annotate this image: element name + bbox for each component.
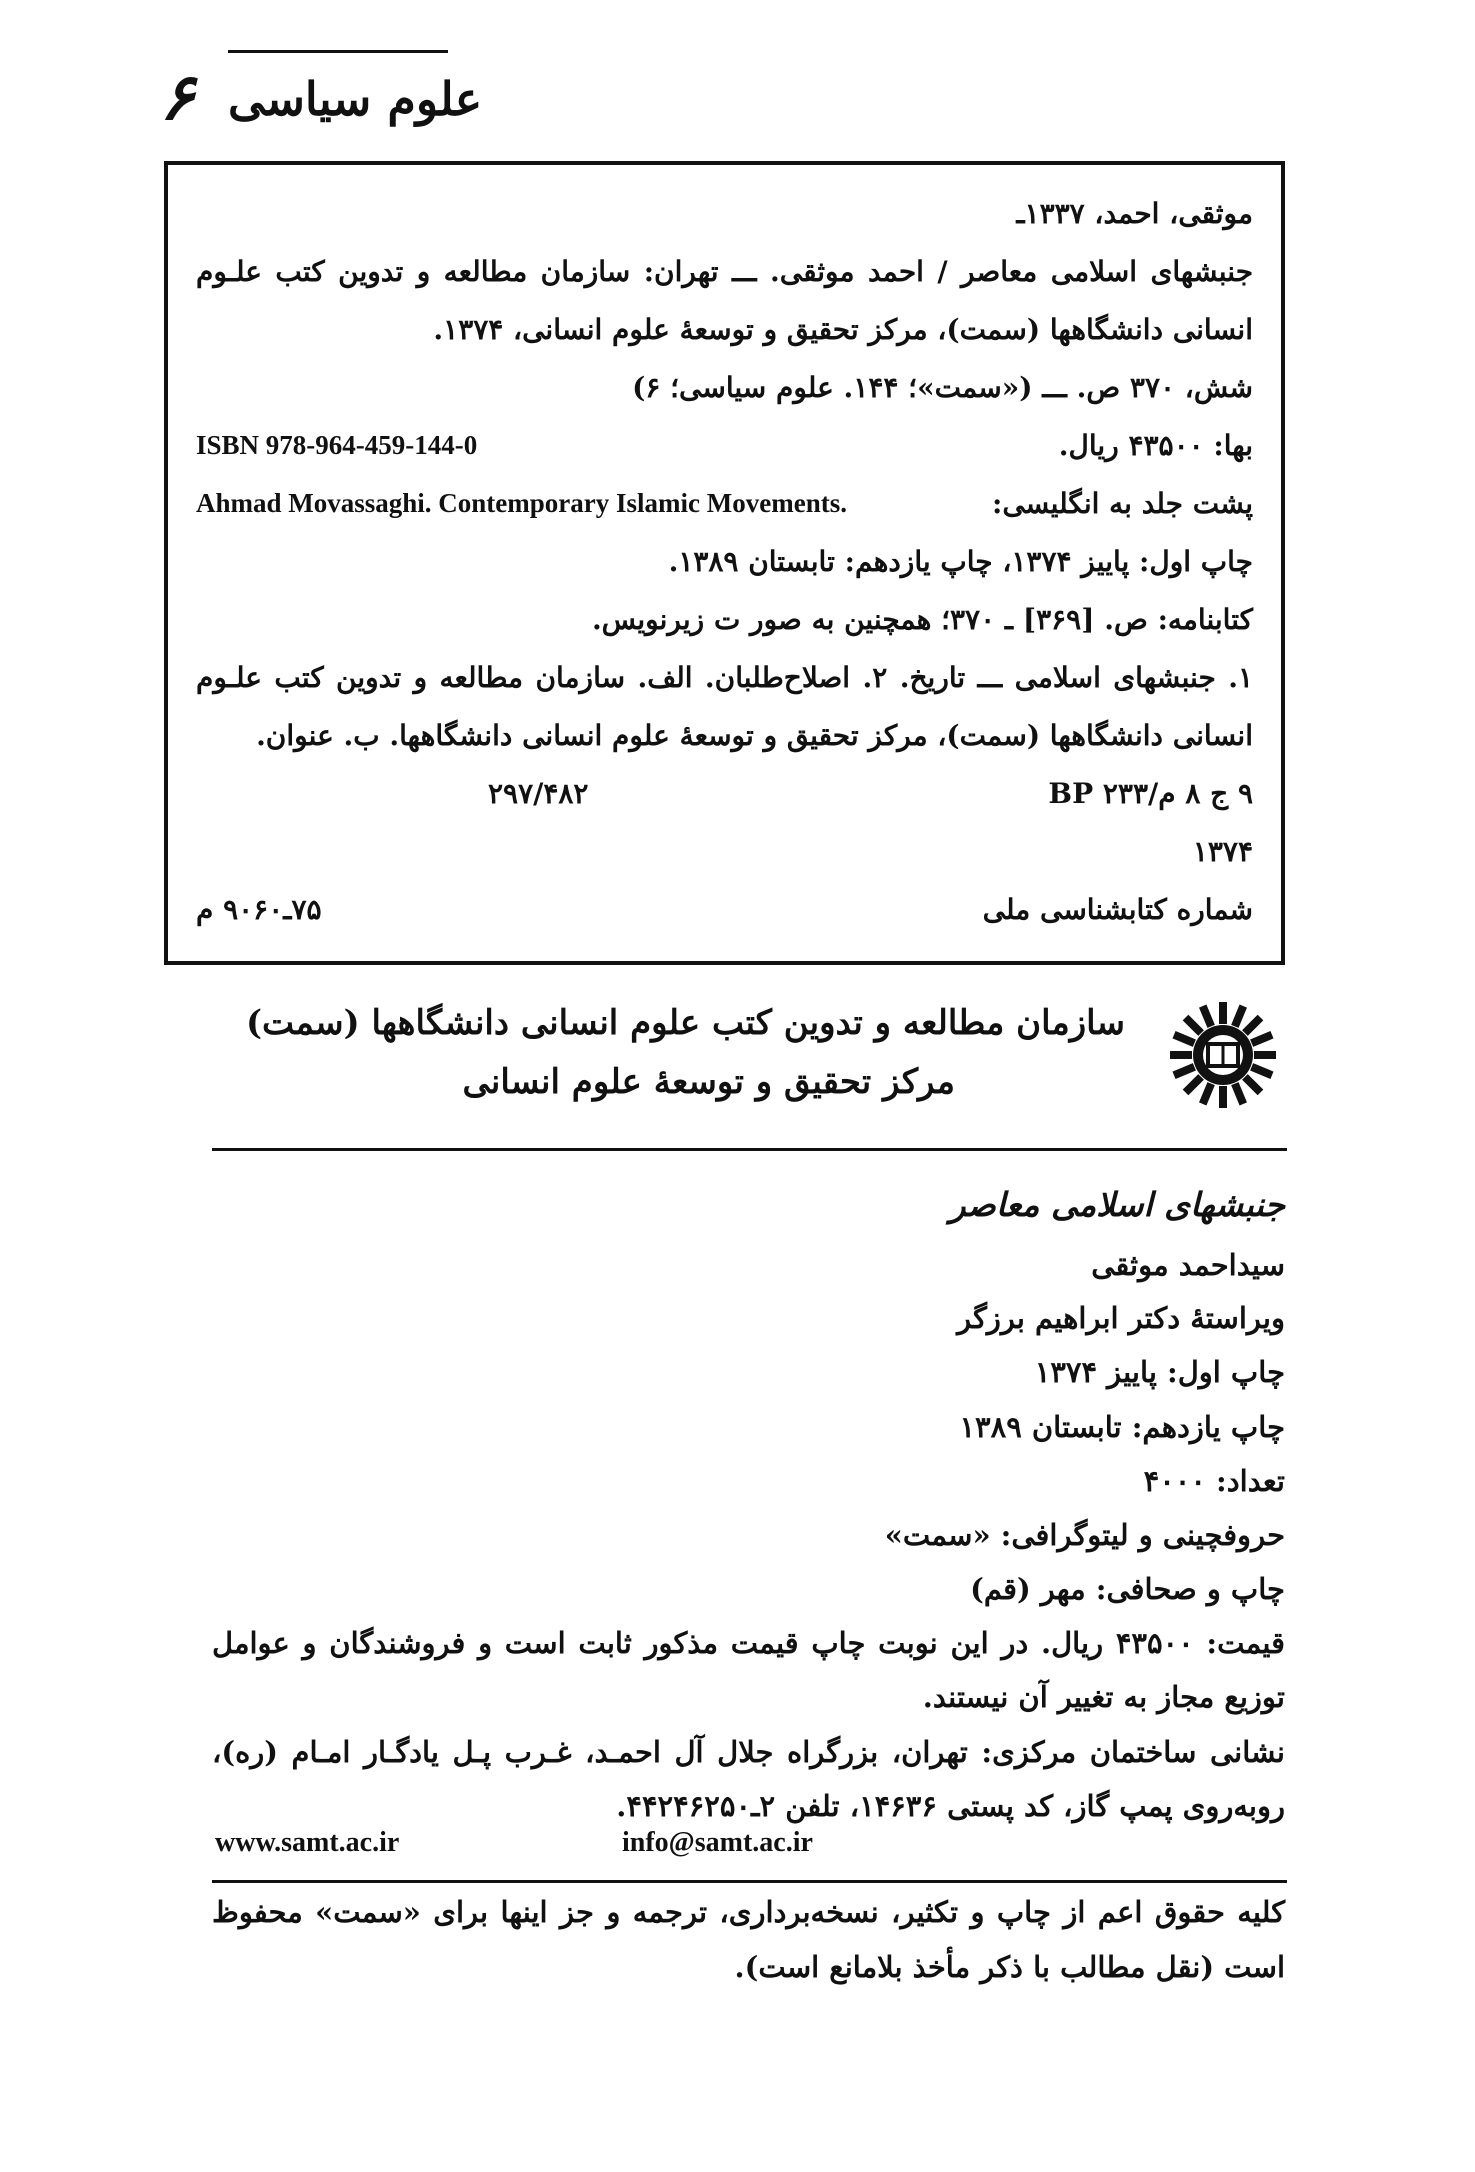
catalog-subjects-line2: انسانی دانشگاهها (سمت)، مرکز تحقیق و توسعهٔ علوم انسانی دانشگاهها. ب. عنوان. xyxy=(256,719,1253,752)
catalog-dewey: ۲۹۷/۴۸۲ xyxy=(488,777,589,810)
imprint-printing: چاپ و صحافی: مهر (قم) xyxy=(970,1572,1285,1606)
imprint-eleventh-edition: چاپ یازدهم: تابستان ۱۳۸۹ xyxy=(959,1410,1285,1444)
catalog-title-line1: جنبشهای اسلامی معاصر / احمد موثقی. ـــ تهران: سازمان مطالعه و تدوین کتب علـوم xyxy=(196,255,1253,288)
imprint-book-title: جنبشهای اسلامی معاصر xyxy=(949,1185,1285,1224)
catalog-bibliography: کتابنامه: ص. [۳۶۹] ـ ۳۷۰؛ همچنین به صور ت زیرنویس. xyxy=(591,603,1253,636)
imprint-count: تعداد: ۴۰۰۰ xyxy=(1143,1464,1285,1498)
imprint-address-line2: روبه‌روی پمپ گاز، کد پستی ۱۴۶۳۶، تلفن ۲ـ۴۴۲۴۶۲۵۰. xyxy=(616,1789,1285,1823)
catalog-year: ۱۳۷۴ xyxy=(1192,835,1253,868)
series-header xyxy=(150,50,483,150)
series-rule xyxy=(228,50,448,53)
imprint-address-line1: نشانی ساختمان مرکزی: تهران، بزرگراه جلال آل احمـد، غـرب پـل یادگـار امـام (ره)، xyxy=(212,1735,1285,1769)
samt-logo-icon xyxy=(1168,1000,1278,1110)
catalog-isbn: ISBN 978-964-459-144-0 xyxy=(196,430,478,460)
imprint-first-edition: چاپ اول: پاییز ۱۳۷۴ xyxy=(1034,1355,1285,1389)
catalog-english-title: Ahmad Movassaghi. Contemporary Islamic Movements. xyxy=(196,488,847,518)
publisher-name-line2: مرکز تحقیق و توسعهٔ علوم انسانی xyxy=(462,1062,955,1102)
publisher-divider xyxy=(212,1148,1287,1151)
rights-line1: کلیه حقوق اعم از چاپ و تکثیر، نسخه‌برداری، ترجمه و جز اینها برای «سمت» محفوظ xyxy=(212,1895,1285,1929)
catalog-classification: ۹ ج ۸ م/BP ۲۳۳ xyxy=(1048,777,1253,810)
catalog-physical: شش، ۳۷۰ ص. ـــ («سمت»؛ ۱۴۴. علوم سیاسی؛ ۶) xyxy=(632,371,1253,404)
imprint-author: سیداحمد موثقی xyxy=(1091,1248,1285,1282)
imprint-price-line1: قیمت: ۴۳۵۰۰ ریال. در این نوبت چاپ قیمت مذکور ثابت است و فروشندگان و عوامل xyxy=(212,1626,1285,1660)
imprint-price-line2: توزیع مجاز به تغییر آن نیستند. xyxy=(922,1680,1285,1714)
catalog-subjects-line1: ۱. جنبشهای اسلامی ـــ تاریخ. ۲. اصلاح‌طلبان. الف. سازمان مطالعه و تدوین کتب علـوم xyxy=(196,661,1253,694)
imprint-website[interactable]: www.samt.ac.ir xyxy=(215,1827,400,1858)
publisher-name-line1: سازمان مطالعه و تدوین کتب علوم انسانی دانشگاهها (سمت) xyxy=(245,1003,1125,1043)
catalog-english-label: پشت جلد به انگلیسی: xyxy=(992,487,1253,520)
series-title: علوم سیاسی xyxy=(228,72,483,126)
catalog-box xyxy=(164,161,1285,965)
series-number: ۶ xyxy=(160,60,195,135)
rights-divider xyxy=(212,1880,1287,1883)
catalog-title-line2: انسانی دانشگاهها (سمت)، مرکز تحقیق و توسعهٔ علوم انسانی، ۱۳۷۴. xyxy=(433,313,1253,346)
catalog-author: موثقی، احمد، ۱۳۳۷ـ xyxy=(1016,197,1253,230)
imprint-email[interactable]: info@samt.ac.ir xyxy=(622,1827,813,1858)
catalog-national-number: ۷۵ـ۹۰۶۰ م xyxy=(196,893,322,926)
catalog-national-label: شماره کتابشناسی ملی xyxy=(982,893,1253,926)
imprint-editor: ویراستهٔ دکتر ابراهیم برزگر xyxy=(957,1301,1285,1335)
imprint-typesetting: حروفچینی و لیتوگرافی: «سمت» xyxy=(884,1518,1285,1552)
catalog-price: بها: ۴۳۵۰۰ ریال. xyxy=(1058,429,1253,462)
rights-line2: است (نقل مطالب با ذکر مأخذ بلامانع است). xyxy=(734,1950,1285,1984)
catalog-editions: چاپ اول: پاییز ۱۳۷۴، چاپ یازدهم: تابستان ۱۳۸۹. xyxy=(668,545,1253,578)
